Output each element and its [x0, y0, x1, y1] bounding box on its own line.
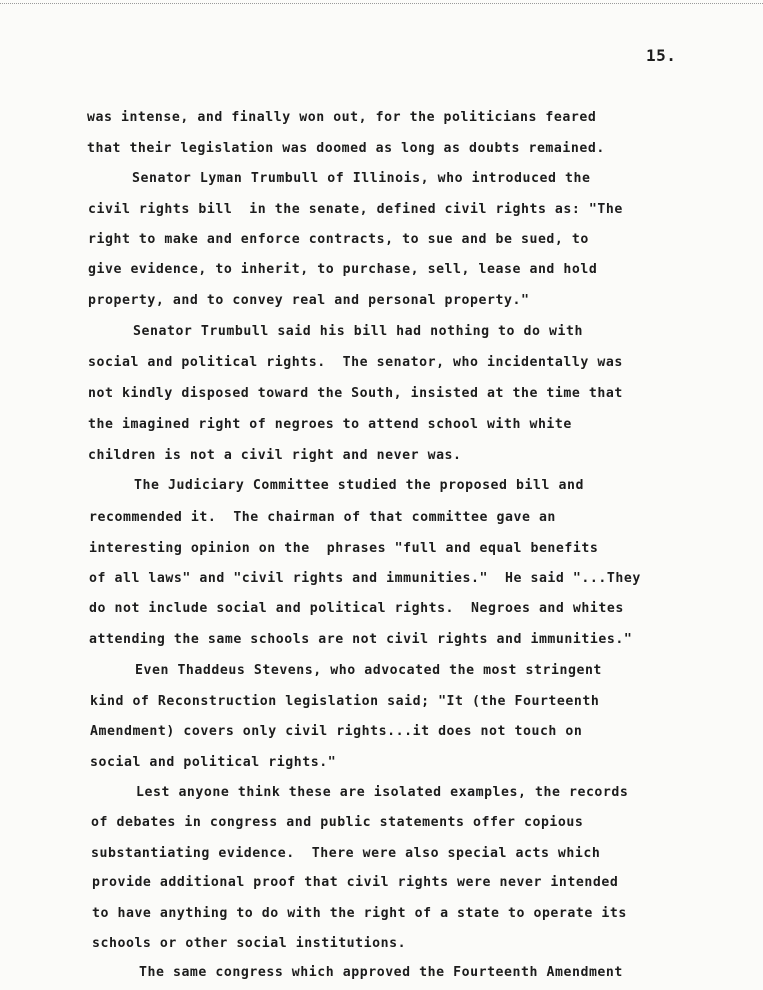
text-line: social and political rights. The senator, who incidentally was	[88, 355, 623, 370]
text-line: children is not a civil right and never was.	[88, 448, 462, 463]
text-line: Senator Lyman Trumbull of Illinois, who introduced the	[132, 171, 591, 186]
text-line: schools or other social institutions.	[92, 936, 407, 951]
text-line: Lest anyone think these are isolated examples, the records	[136, 785, 629, 800]
text-line: that their legislation was doomed as long as doubts remained.	[87, 141, 605, 156]
text-line: social and political rights."	[90, 755, 337, 770]
text-line: Amendment) covers only civil rights...it does not touch on	[90, 724, 583, 739]
page-top-edge	[0, 3, 763, 4]
text-line: The same congress which approved the Fourteenth Amendment	[139, 965, 623, 980]
text-line: of all laws" and "civil rights and immunities." He said "...They	[89, 571, 641, 586]
text-line: was intense, and finally won out, for the politicians feared	[87, 110, 597, 125]
text-line: kind of Reconstruction legislation said; "It (the Fourteenth	[90, 694, 600, 709]
text-line: right to make and enforce contracts, to sue and be sued, to	[88, 232, 589, 247]
text-line: give evidence, to inherit, to purchase, sell, lease and hold	[88, 262, 598, 277]
page-number: 15.	[646, 46, 677, 65]
text-line: of debates in congress and public statements offer copious	[91, 815, 584, 830]
text-line: interesting opinion on the phrases "full and equal benefits	[89, 541, 599, 556]
text-line: do not include social and political rights. Negroes and whites	[89, 601, 624, 616]
text-line: recommended it. The chairman of that committee gave an	[89, 510, 556, 525]
text-line: not kindly disposed toward the South, insisted at the time that	[88, 386, 623, 401]
text-line: property, and to convey real and personal property."	[88, 293, 530, 308]
text-line: to have anything to do with the right of a state to operate its	[92, 906, 627, 921]
text-line: provide additional proof that civil rights were never intended	[92, 875, 619, 890]
text-line: the imagined right of negroes to attend school with white	[88, 417, 572, 432]
text-line: substantiating evidence. There were also special acts which	[91, 846, 601, 861]
text-line: attending the same schools are not civil rights and immunities."	[89, 632, 633, 647]
text-line: The Judiciary Committee studied the proposed bill and	[134, 478, 584, 493]
text-line: civil rights bill in the senate, defined civil rights as: "The	[88, 202, 623, 217]
text-line: Even Thaddeus Stevens, who advocated the most stringent	[135, 663, 602, 678]
text-line: Senator Trumbull said his bill had nothing to do with	[133, 324, 583, 339]
